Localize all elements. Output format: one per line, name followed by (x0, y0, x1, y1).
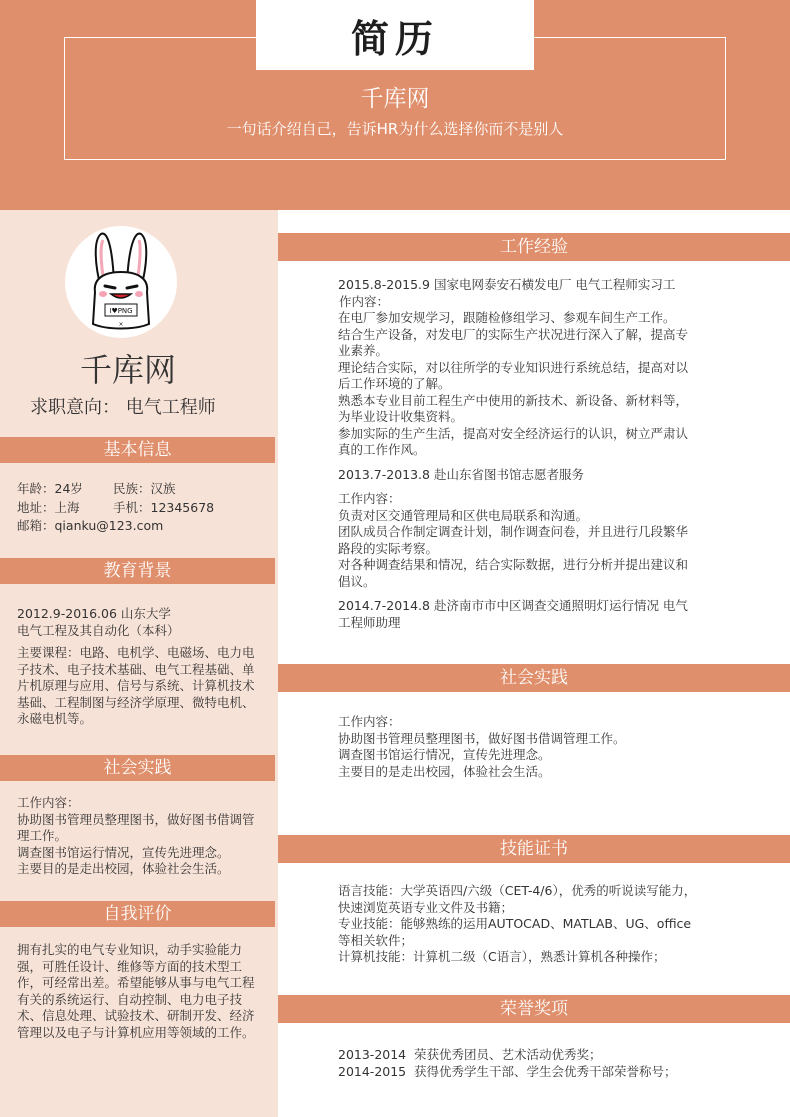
job1-line: 结合生产设备，对发电厂的实际生产状况进行深入了解，提高专业素养。 (338, 326, 689, 358)
side-practice-line: 工作内容： (17, 795, 80, 810)
side-practice-line: 主要目的是走出校园，体验社会生活。 (17, 861, 230, 876)
info-ethnicity: 民族：汉族 (113, 481, 176, 496)
main-practice-line: 工作内容： (338, 714, 401, 729)
svg-text:×: × (118, 321, 124, 328)
self-eval-heading-bar (0, 901, 275, 927)
work-heading-bar (278, 233, 790, 261)
job1-line: 在电厂参加安规学习，跟随检修组学习、参观车间生产工作。 (338, 310, 676, 325)
resume-title: 简历 (350, 15, 439, 61)
main-practice-heading: 社会实践 (500, 668, 568, 688)
basic-info-heading: 基本信息 (103, 440, 172, 460)
main-practice-line: 调查图书馆运行情况，宣传先进理念。 (338, 747, 551, 762)
self-eval-heading: 自我评价 (103, 904, 172, 924)
main-practice-heading-bar (278, 664, 790, 692)
honors-block (338, 1047, 718, 1080)
header-name: 千库网 (360, 86, 430, 112)
education-heading-bar (0, 558, 275, 584)
avatar-sign-text: I♥PNG (109, 307, 133, 315)
profile-name: 千库网 (79, 351, 176, 389)
honor-year: 2014-2015 (338, 1063, 407, 1079)
skill-language: 语言技能：大学英语四/六级（CET-4/6），优秀的听说读写能力，快速浏览英语专业文件及书籍； (338, 883, 697, 915)
job1-line: 熟悉本专业目前工程生产中使用的新技术、新设备、新材料等，为毕业设计收集资料。 (338, 392, 689, 424)
job2-line: 团队成员合作制定调查计划，制作调查问卷，并且进行几段繁华路段的实际考察。 (338, 524, 689, 556)
honor-item (338, 1064, 718, 1081)
side-practice-line: 协助图书管理员整理图书，做好图书借调管理工作。 (17, 811, 255, 843)
basic-info-heading-bar (0, 437, 275, 463)
honors-heading-bar (278, 995, 790, 1023)
skills-block (338, 883, 698, 966)
info-age: 年龄：24岁 (17, 481, 83, 496)
side-practice-heading-bar (0, 755, 275, 781)
info-phone: 手机：12345678 (113, 500, 215, 515)
job2-label: 工作内容： (338, 491, 401, 506)
side-practice-heading: 社会实践 (103, 758, 172, 778)
job2-title: 2013.7-2013.8 赴山东省图书馆志愿者服务 (338, 466, 584, 482)
skill-computer: 计算机技能：计算机二级（C语言），熟悉计算机各种操作； (338, 949, 666, 964)
honor-text: 获得优秀学生干部、学生会优秀干部荣誉称号； (414, 1063, 677, 1079)
self-eval-text: 拥有扎实的电气专业知识，动手实验能力强，可胜任设计、维修等方面的技术型工作，可经常出差。希望能够从事与电气工程有关的系统运行、自动控制、电力电子技术、信息处理、试验技术、研制开发、经济管理以及电子与计算机应用等领域的工作。 (17, 942, 255, 1040)
side-practice-block (17, 795, 260, 878)
work-heading: 工作经验 (500, 237, 568, 257)
job2-line: 对各种调查结果和情况，结合实际数据，进行分析并提出建议和倡议。 (338, 557, 689, 589)
honor-text: 荣获优秀团员、艺术活动优秀奖； (414, 1047, 602, 1062)
job1-title: 2015.8-2015.9 国家电网泰安石横发电厂 电气工程师实习工 (338, 277, 676, 292)
main-practice-block (338, 714, 698, 780)
info-address: 地址：上海 (17, 500, 80, 515)
work-block (338, 277, 698, 631)
education-courses: 主要课程：电路、电机学、电磁场、电力电子技术、电子技术基础、电气工程基础、单片机原理与应用、信号与系统、计算机技术基础、工程制图与经济学原理、微特电机、永磁电机等。 (17, 645, 255, 726)
avatar (65, 226, 177, 338)
skill-professional: 专业技能：能够熟练的运用AUTOCAD、MATLAB、UG、office等相关软件； (338, 916, 692, 948)
education-major: 电气工程及其自动化（本科） (17, 622, 180, 638)
honor-year: 2013-2014 (338, 1047, 407, 1062)
main-practice-line: 协助图书管理员整理图书，做好图书借调管理工作。 (338, 730, 626, 746)
job1-label: 作内容： (339, 293, 390, 309)
skills-heading-bar (278, 835, 790, 863)
job1-line: 理论结合实际，对以往所学的专业知识进行系统总结，提高对以后工作环境的了解。 (338, 359, 689, 391)
job2-line: 负责对区交通管理局和区供电局联系和沟通。 (338, 507, 589, 523)
job-intent: 求职意向： 电气工程师 (30, 397, 216, 418)
header-slogan: 一句话介绍自己，告诉HR为什么选择你而不是别人 (226, 120, 564, 138)
honors-heading: 荣誉奖项 (500, 999, 568, 1019)
bunny-avatar-icon (65, 226, 177, 338)
job3-title: 2014.7-2014.8 赴济南市市中区调查交通照明灯运行情况 电气工程师助理 (338, 598, 688, 630)
info-email: 邮箱：qianku@123.com (17, 518, 164, 533)
main-practice-line: 主要目的是走出校园，体验社会生活。 (338, 763, 551, 779)
education-period-school: 2012.9-2016.06 山东大学 (17, 606, 171, 621)
skills-heading: 技能证书 (500, 839, 568, 859)
title-box (256, 0, 534, 70)
honor-item (338, 1047, 718, 1064)
education-heading: 教育背景 (103, 561, 172, 581)
job1-line: 参加实际的生产生活，提高对安全经济运行的认识，树立严肃认真的工作作风。 (338, 425, 689, 457)
side-practice-line: 调查图书馆运行情况，宣传先进理念。 (17, 844, 230, 860)
education-block (17, 606, 260, 728)
header-banner (0, 0, 790, 210)
